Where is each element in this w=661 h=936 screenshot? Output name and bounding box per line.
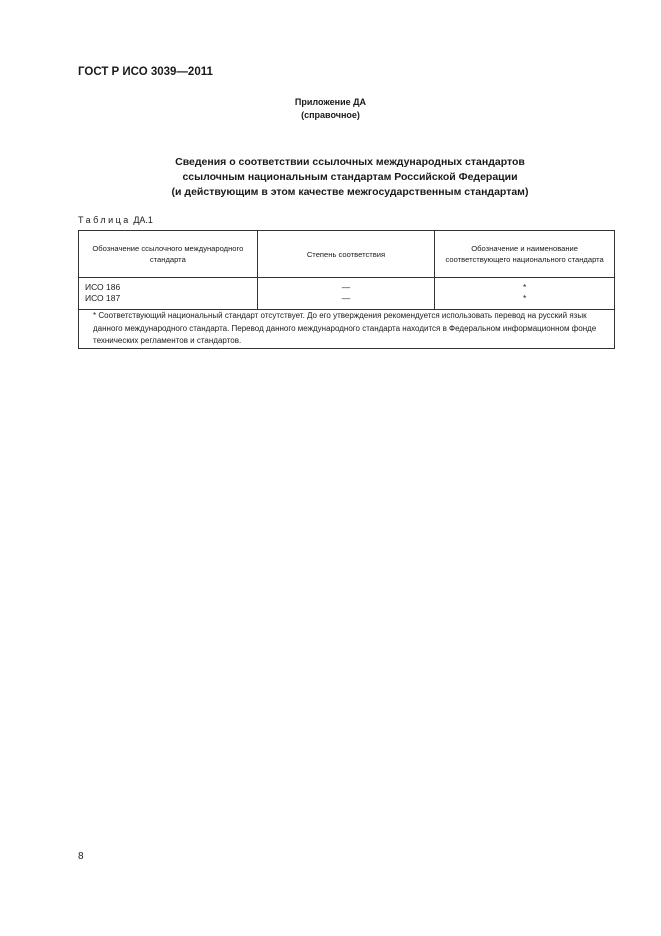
designation-value: ИСО 187 (85, 293, 121, 303)
column-header: Обозначение и наименование соответствующего национального стандарта (435, 231, 615, 278)
annex-type: (справочное) (301, 110, 360, 120)
table-footnote-row (79, 310, 615, 349)
table-label-word: Таблица (78, 215, 131, 225)
designation-value: ИСО 186 (85, 282, 121, 292)
degree-value: — (341, 282, 351, 292)
table-label (78, 215, 153, 225)
column-header: Степень соответствия (257, 231, 435, 278)
footnote-cell (79, 310, 615, 349)
section-title (80, 155, 620, 200)
section-title-line: ссылочным национальным стандартам Российской Федерации (182, 171, 518, 183)
national-standard-value: * (522, 293, 527, 303)
table-header-row (79, 231, 615, 278)
national-standard-value: * (522, 282, 527, 292)
annex-heading (0, 96, 661, 122)
degree-value: — (341, 293, 351, 303)
table-label-number: ДА.1 (133, 215, 153, 225)
page-number: 8 (78, 851, 84, 862)
section-title-line: (и действующим в этом качестве межгосударственным стандартам) (171, 186, 529, 198)
table-row (79, 278, 615, 310)
designation-cell (79, 278, 258, 310)
document-header: ГОСТ Р ИСО 3039—2011 (78, 66, 213, 78)
correspondence-table (78, 230, 615, 349)
degree-cell (257, 278, 435, 310)
section-title-line: Сведения о соответствии ссылочных международных стандартов (175, 156, 525, 168)
column-header: Обозначение ссылочного международного стандарта (79, 231, 258, 278)
annex-title: Приложение ДА (294, 97, 367, 107)
footnote-text: * Соответствующий национальный стандарт отсутствует. До его утверждения рекомендуется использовать перевод на русский язык данного международного стандарта. Перевод данного международного стандарта находится в Федеральном информационном фонде технических регламентов и стандартов. (93, 311, 597, 345)
national-standard-cell (435, 278, 615, 310)
